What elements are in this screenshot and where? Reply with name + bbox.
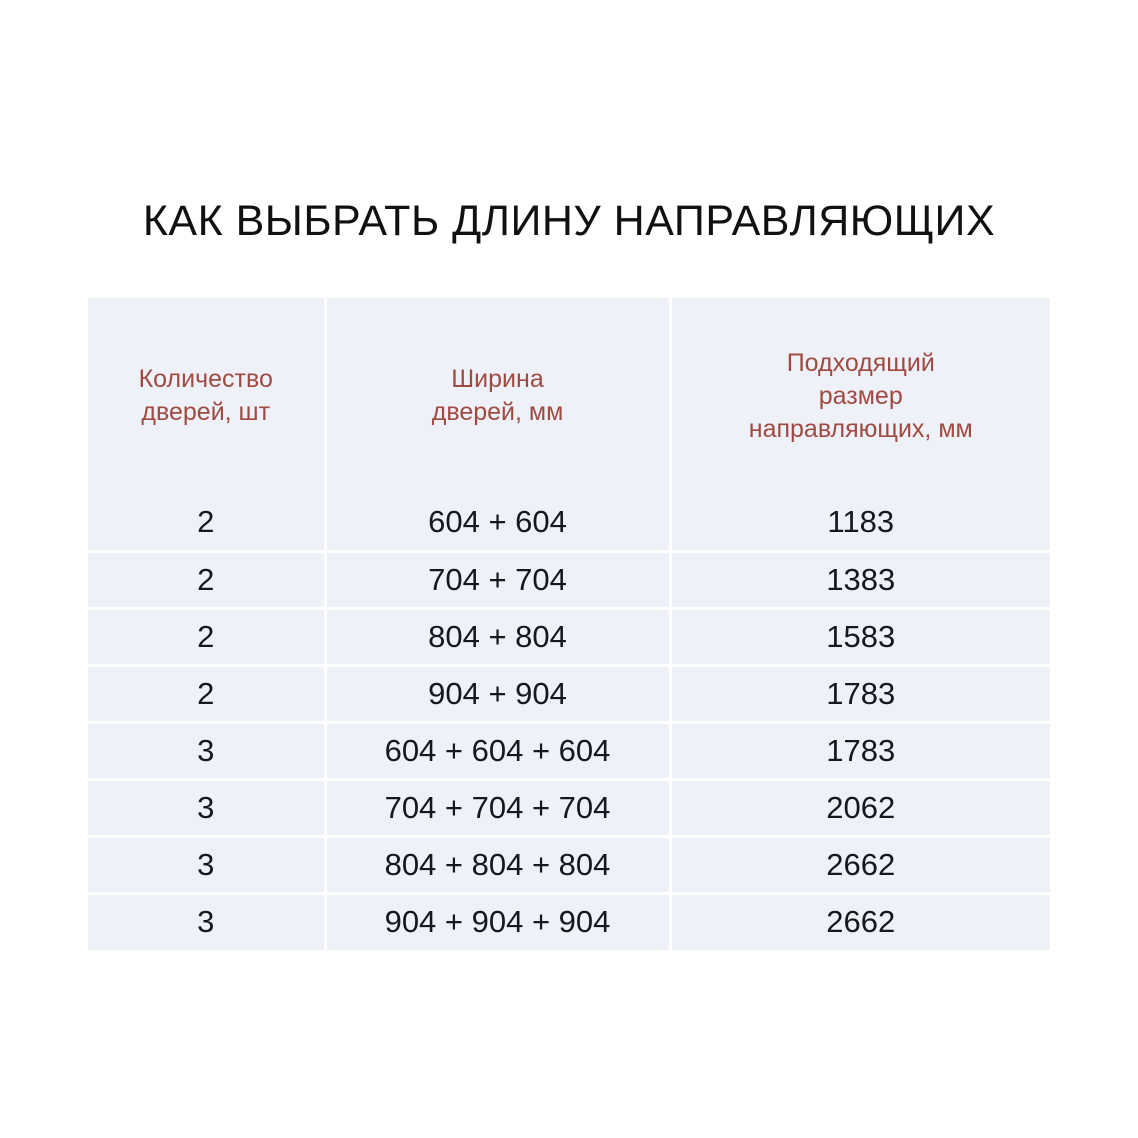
cell-door-count: 3 (88, 836, 325, 893)
column-header-line: дверей, шт (141, 398, 271, 426)
column-header-line: направляющих, мм (748, 414, 973, 443)
cell-rail-size: 1783 (670, 722, 1050, 779)
table-header (88, 298, 1050, 494)
cell-rail-size: 1383 (670, 551, 1050, 608)
column-header-line: Ширина (451, 365, 544, 393)
cell-door-width: 604 + 604 + 604 (325, 722, 670, 779)
cell-door-count: 2 (88, 608, 325, 665)
table-row (88, 608, 1050, 665)
cell-door-count: 2 (88, 494, 325, 551)
table-header-row (88, 298, 1050, 494)
column-header-door-width (325, 298, 670, 494)
cell-door-width: 804 + 804 + 804 (325, 836, 670, 893)
cell-door-count: 3 (88, 779, 325, 836)
table-row (88, 494, 1050, 551)
table-row (88, 836, 1050, 893)
column-header-rail-size (670, 298, 1050, 494)
table-row (88, 722, 1050, 779)
cell-door-count: 3 (88, 722, 325, 779)
page-title: КАК ВЫБРАТЬ ДЛИНУ НАПРАВЛЯЮЩИХ (142, 196, 996, 245)
cell-door-width: 604 + 604 (325, 494, 670, 551)
cell-rail-size: 2662 (670, 893, 1050, 950)
cell-door-width: 904 + 904 (325, 665, 670, 722)
table-row (88, 665, 1050, 722)
column-header-line: дверей, мм (431, 398, 564, 426)
column-header-door-count (88, 298, 325, 494)
column-header-line: Количество (138, 365, 273, 393)
cell-door-count: 2 (88, 665, 325, 722)
rail-length-table-container (88, 298, 1050, 950)
cell-rail-size: 2062 (670, 779, 1050, 836)
cell-door-count: 2 (88, 551, 325, 608)
cell-door-width: 904 + 904 + 904 (325, 893, 670, 950)
cell-door-width: 704 + 704 (325, 551, 670, 608)
cell-door-width: 804 + 804 (325, 608, 670, 665)
cell-rail-size: 1783 (670, 665, 1050, 722)
cell-door-width: 704 + 704 + 704 (325, 779, 670, 836)
cell-rail-size: 1183 (670, 494, 1050, 551)
column-header-line: размер (818, 381, 903, 410)
table-row (88, 893, 1050, 950)
cell-rail-size: 1583 (670, 608, 1050, 665)
cell-rail-size: 2662 (670, 836, 1050, 893)
rail-length-table (88, 298, 1050, 950)
table-row (88, 779, 1050, 836)
column-header-line: Подходящий (786, 348, 935, 377)
table-row (88, 551, 1050, 608)
cell-door-count: 3 (88, 893, 325, 950)
table-body (88, 494, 1050, 950)
